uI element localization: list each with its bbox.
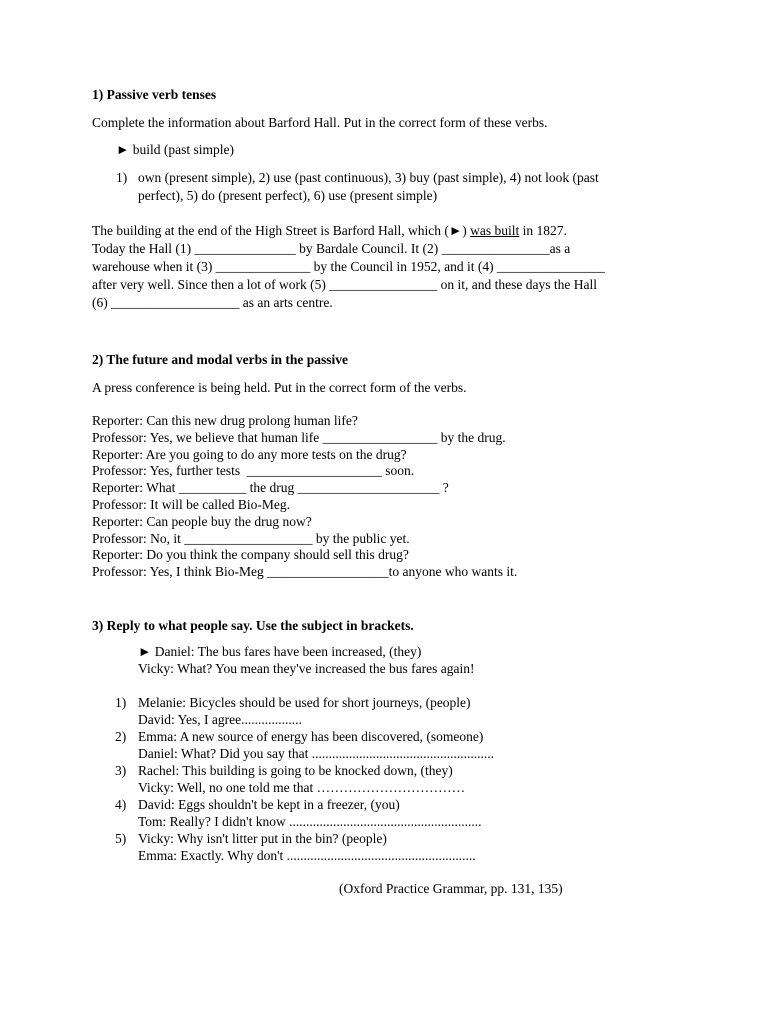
section1-paragraph-line1 [92, 222, 567, 240]
item-number: 2) [115, 729, 127, 744]
section1-paragraph-line2: Today the Hall (1) _______________ by Bardale Council. It (2) ________________as a [92, 241, 571, 256]
section1-paragraph-line3: warehouse when it (3) ______________ by the Council in 1952, and it (4) ________________ [92, 259, 605, 274]
dialogue-line: Professor: Yes, we believe that human life _________________ by the drug. [92, 429, 506, 445]
item-number: 4) [115, 797, 127, 812]
item-number: 5) [115, 831, 127, 846]
item-answer-line: Vicky: Well, no one told me that …………………………… [138, 780, 466, 795]
dialogue-line: Professor: It will be called Bio-Meg. [92, 497, 290, 512]
section1-list-line1: own (present simple), 2) use (past continuous), 3) buy (past simple), 4) not look (past [138, 170, 599, 185]
dialogue-line: Reporter: What __________ the drug _____________________ ? [92, 480, 449, 496]
item-answer-line: Daniel: What? Did you say that ...................................................... [138, 746, 494, 761]
section3-heading: 3) Reply to what people say. Use the subject in brackets. [92, 618, 414, 633]
item-answer-line: Emma: Exactly. Why don't ........................................................ [138, 848, 476, 863]
source-citation: (Oxford Practice Grammar, pp. 131, 135) [339, 881, 563, 896]
item-prompt: Vicky: Why isn't litter put in the bin? (people) [138, 831, 387, 846]
item-answer-line: David: Yes, I agree.................. [138, 712, 302, 727]
item-number: 1) [115, 695, 127, 710]
para-text: The building at the end of the High Street is Barford Hall, which (►) [92, 223, 471, 238]
section3-example-line1: ► Daniel: The bus fares have been increased, (they) [138, 644, 422, 659]
section1-instruction: Complete the information about Barford Hall. Put in the correct form of these verbs. [92, 115, 548, 130]
dialogue-line: Reporter: Can this new drug prolong human life? [92, 413, 358, 428]
section2-instruction: A press conference is being held. Put in the correct form of the verbs. [92, 380, 467, 395]
dialogue-line: Professor: Yes, further tests ____________________ soon. [92, 463, 415, 479]
item-prompt: Emma: A new source of energy has been discovered, (someone) [138, 729, 484, 744]
dialogue-line: Reporter: Do you think the company should sell this drug? [92, 547, 409, 563]
dialogue-line: Reporter: Are you going to do any more tests on the drug? [92, 446, 407, 462]
section1-example: ► build (past simple) [116, 142, 234, 157]
section1-heading: 1) Passive verb tenses [92, 87, 217, 102]
section3-example-line2: Vicky: What? You mean they've increased the bus fares again! [138, 661, 475, 676]
dialogue-line: Professor: No, it ___________________ by the public yet. [92, 530, 410, 546]
item-prompt: David: Eggs shouldn't be kept in a freezer, (you) [138, 797, 400, 812]
section1-list-number: 1) [116, 170, 128, 185]
section2-heading: 2) The future and modal verbs in the passive [92, 352, 349, 367]
item-answer-line: Tom: Really? I didn't know ......................................................... [138, 814, 482, 829]
item-number: 3) [115, 763, 127, 778]
item-prompt: Rachel: This building is going to be knocked down, (they) [138, 763, 453, 778]
example-answer: was built [470, 223, 520, 238]
para-text: in 1827. [519, 223, 567, 238]
section1-paragraph-line4: after very well. Since then a lot of work (5) ________________ on it, and these days the Hall [92, 277, 598, 292]
dialogue-line: Reporter: Can people buy the drug now? [92, 513, 312, 529]
section1-paragraph-line5: (6) ___________________ as an arts centre. [92, 295, 333, 310]
dialogue-line: Professor: Yes, I think Bio-Meg __________________to anyone who wants it. [92, 564, 518, 580]
item-prompt: Melanie: Bicycles should be used for short journeys, (people) [138, 695, 471, 710]
section1-list-line2: perfect), 5) do (present perfect), 6) use (present simple) [138, 188, 438, 203]
